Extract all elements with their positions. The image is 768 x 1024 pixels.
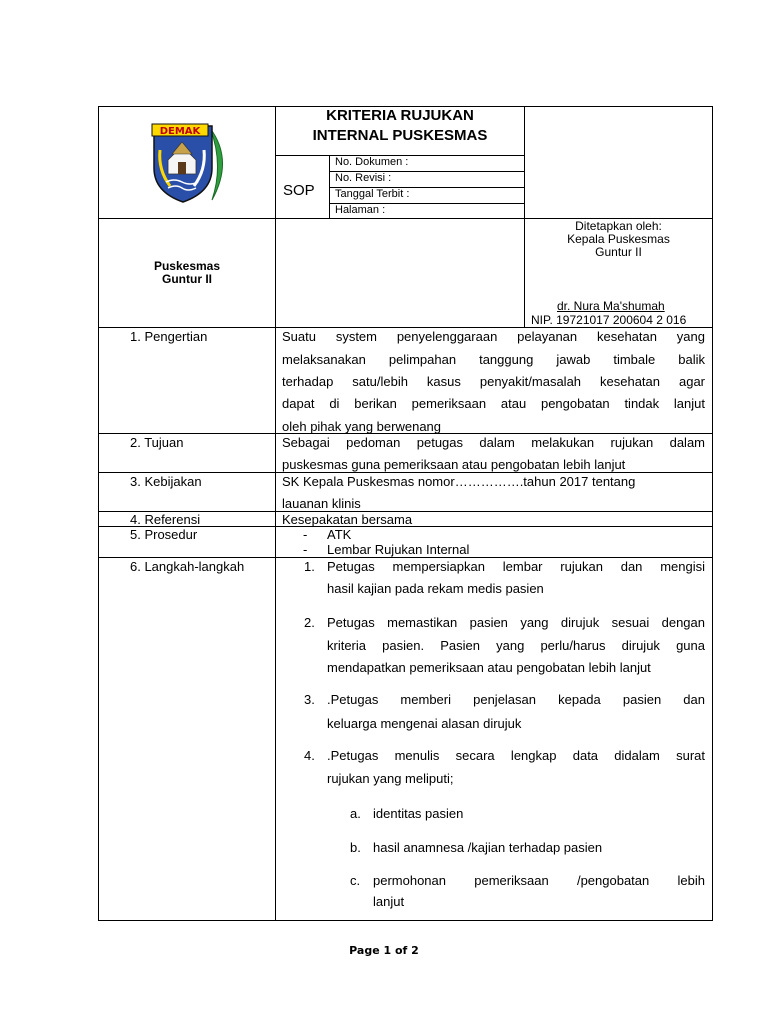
step-line: mendapatkan pemeriksaan atau pengobatan lebih lanjut [327, 660, 651, 675]
prosedur-bullet: - [303, 527, 308, 542]
sop-label: SOP [283, 182, 315, 199]
section-label-referensi: 4. Referensi [130, 512, 201, 527]
step-number: 3. [304, 692, 315, 707]
step-line: .Petugas memberi penjelasan kepada pasien dan [327, 692, 705, 707]
doc-field-number: No. Dokumen : [335, 156, 409, 168]
pengertian-line: oleh pihak yang berwenang [282, 419, 442, 434]
tujuan-line: puskesmas guna pemeriksaan atau pengobatan lebih lanjut [282, 457, 626, 472]
subitem-line: permohonan pemeriksaan /pengobatan lebih [373, 873, 705, 888]
doc-title-line1: KRITERIA RUJUKAN [326, 107, 474, 124]
svg-text:DEMAK: DEMAK [159, 126, 201, 137]
doc-title-line2: INTERNAL PUSKESMAS [312, 127, 488, 144]
pengertian-line: Suatu system penyelenggaraan pelayanan kesehatan yang [282, 329, 705, 344]
step-number: 4. [304, 748, 315, 763]
doc-field-revision: No. Revisi : [335, 172, 392, 184]
subitem-line: identitas pasien [373, 806, 464, 821]
approval-line1: Ditetapkan oleh: [575, 219, 662, 233]
step-line: Petugas mempersiapkan lembar rujukan dan mengisi [327, 559, 705, 574]
step-line: .Petugas menulis secara lengkap data didalam surat [327, 748, 705, 763]
prosedur-item: Lembar Rujukan Internal [327, 542, 470, 557]
step-number: 2. [304, 615, 315, 630]
subitem-line: hasil anamnesa /kajian terhadap pasien [373, 840, 603, 855]
prosedur-bullet: - [303, 542, 308, 557]
step-line: keluarga mengenai alasan dirujuk [327, 716, 522, 731]
row-divider [98, 327, 713, 328]
table-border-left [98, 106, 99, 921]
pengertian-line: melaksanakan pelimpahan tanggung jawab timbale balik [282, 352, 705, 367]
kebijakan-line: lauanan klinis [282, 496, 361, 511]
step-line: Petugas memastikan pasien yang dirujuk sesuai dengan [327, 615, 705, 630]
row-divider [98, 557, 713, 558]
page-number: Page 1 of 2 [349, 944, 419, 957]
section-label-pengertian: 1. Pengertian [130, 329, 208, 344]
subitem-line: lanjut [373, 894, 405, 909]
subitem-letter: c. [350, 873, 361, 888]
section-label-kebijakan: 3. Kebijakan [130, 474, 202, 489]
demak-emblem-icon [148, 120, 232, 206]
table-border-bottom [98, 920, 713, 921]
step-line: rujukan yang meliputi; [327, 771, 454, 786]
demak-logo [148, 120, 232, 206]
step-line: kriteria pasien. Pasien yang perlu/harus dirujuk guna [327, 638, 705, 653]
approval-line3: Guntur II [595, 245, 642, 259]
kebijakan-line: SK Kepala Puskesmas nomor…………….tahun 2017 tentang [282, 474, 636, 489]
section-label-langkah: 6. Langkah-langkah [130, 559, 245, 574]
step-line: hasil kajian pada rekam medis pasien [327, 581, 544, 596]
row-divider [98, 472, 713, 473]
doc-field-page: Halaman : [335, 204, 386, 216]
signatory-nip: NIP. 19721017 200604 2 016 [531, 313, 687, 327]
approval-line2: Kepala Puskesmas [567, 232, 670, 246]
section-label-tujuan: 2. Tujuan [130, 435, 184, 450]
column-divider [275, 106, 276, 921]
section-label-prosedur: 5. Prosedur [130, 527, 198, 542]
prosedur-item: ATK [327, 527, 352, 542]
tujuan-line: Sebagai pedoman petugas dalam melakukan rujukan dalam [282, 435, 705, 450]
signatory-name: dr. Nura Ma'shumah [557, 299, 665, 313]
step-number: 1. [304, 559, 315, 574]
subitem-letter: a. [350, 806, 361, 821]
org-name-line1: Puskesmas [153, 259, 221, 273]
table-border-right [712, 106, 713, 921]
pengertian-line: dapat di berikan pemeriksaan atau pengobatan tindak lanjut [282, 396, 705, 411]
referensi-text: Kesepakatan bersama [282, 512, 413, 527]
header-right-divider [524, 106, 525, 327]
org-name-line2: Guntur II [162, 272, 212, 286]
doc-field-date: Tanggal Terbit : [335, 188, 410, 200]
pengertian-line: terhadap satu/lebih kasus penyakit/masalah kesehatan agar [282, 374, 705, 389]
subitem-letter: b. [350, 840, 361, 855]
